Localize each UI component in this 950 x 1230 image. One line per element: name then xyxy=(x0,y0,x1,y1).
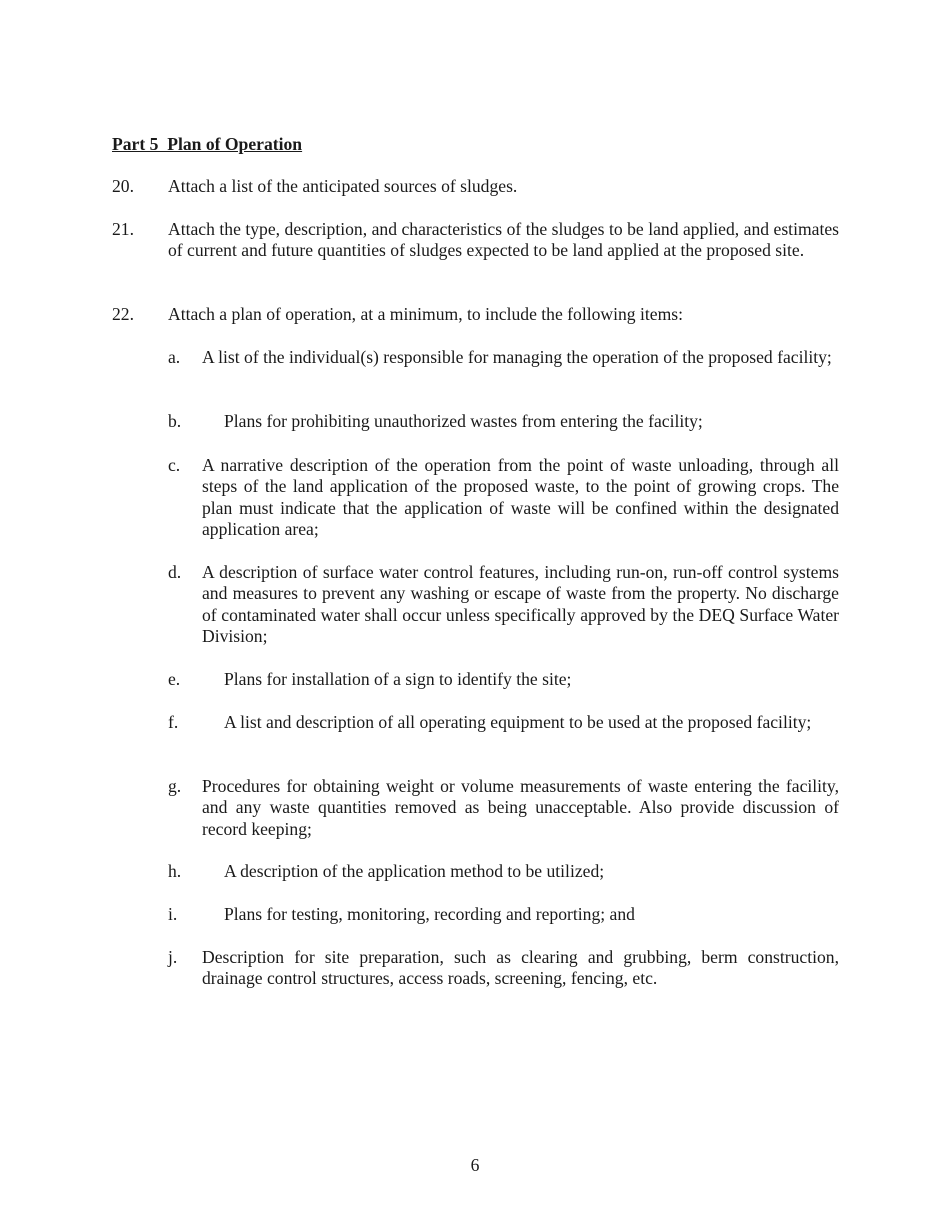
sub-item-text: A list of the individual(s) responsible for managing the operation of the proposed facility; xyxy=(202,347,832,367)
section-heading: Part 5 Plan of Operation xyxy=(112,134,303,154)
item-text: Attach the type, description, and characteristics of the sludges to be land applied, and estimates of current and future quantities of sludges expected to be land applied at the proposed site. xyxy=(168,219,839,261)
sub-item-g xyxy=(168,776,839,840)
sub-item-text: Plans for testing, monitoring, recording and reporting; and xyxy=(224,904,635,924)
item-text: Attach a plan of operation, at a minimum, to include the following items: xyxy=(168,304,683,324)
sub-item-letter: b. xyxy=(168,411,182,431)
sub-item-text: Plans for prohibiting unauthorized wastes from entering the facility; xyxy=(224,411,703,431)
sub-item-letter: i. xyxy=(168,904,178,924)
item-number: 20. xyxy=(112,176,134,196)
sub-item-i xyxy=(168,904,839,925)
sub-item-text: Plans for installation of a sign to identify the site; xyxy=(224,669,572,689)
sub-item-text: A description of the application method to be utilized; xyxy=(224,861,605,881)
sub-item-e xyxy=(168,669,839,690)
sub-item-f xyxy=(168,712,839,733)
sub-item-text: Procedures for obtaining weight or volume measurements of waste entering the facility, and any waste quantities removed as being unacceptable. Also provide discussion of record keeping; xyxy=(202,776,839,839)
numbered-item-20 xyxy=(112,176,839,197)
sub-item-letter: j. xyxy=(168,947,178,967)
sub-item-letter: c. xyxy=(168,455,181,475)
sub-item-j xyxy=(168,947,839,990)
sub-item-text: Description for site preparation, such as clearing and grubbing, berm construction, drainage control structures, access roads, screening, fencing, etc. xyxy=(202,947,839,989)
sub-item-d xyxy=(168,562,839,648)
sub-item-b xyxy=(168,411,839,432)
numbered-item-22 xyxy=(112,304,839,325)
sub-item-letter: h. xyxy=(168,861,182,881)
sub-item-text: A description of surface water control features, including run-on, run-off control systems and measures to prevent any washing or escape of waste from the property. No discharge of contaminated water shall occur unless specifically approved by the DEQ Surface Water Division; xyxy=(202,562,839,647)
item-number: 22. xyxy=(112,304,134,324)
sub-item-text: A narrative description of the operation from the point of waste unloading, through all steps of the land application of the proposed waste, to the point of growing crops. The plan must indicate that the application of waste will be confined within the designated application area; xyxy=(202,455,839,540)
sub-item-letter: a. xyxy=(168,347,181,367)
page-number: 6 xyxy=(470,1155,480,1175)
sub-item-letter: f. xyxy=(168,712,179,732)
sub-item-a xyxy=(168,347,839,368)
item-text: Attach a list of the anticipated sources of sludges. xyxy=(168,176,518,196)
sub-item-letter: e. xyxy=(168,669,181,689)
sub-item-letter: d. xyxy=(168,562,182,582)
sub-item-text: A list and description of all operating equipment to be used at the proposed facility; xyxy=(224,712,812,732)
numbered-item-21 xyxy=(112,219,839,262)
sub-item-letter: g. xyxy=(168,776,182,796)
sub-item-c xyxy=(168,455,839,541)
item-number: 21. xyxy=(112,219,134,239)
sub-item-h xyxy=(168,861,839,882)
